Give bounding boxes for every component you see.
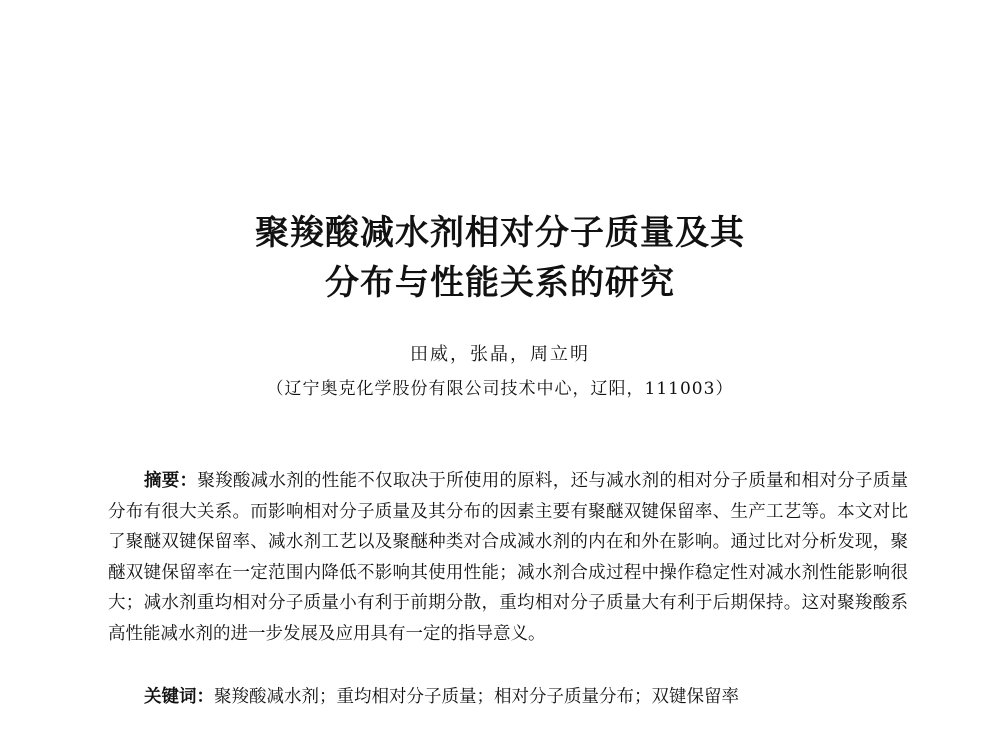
affiliation: （辽宁奥克化学股份有限公司技术中心，辽阳，111003） <box>266 379 734 399</box>
keywords-label: 关键词： <box>144 687 214 707</box>
author-list: 田威，张晶，周立明 <box>410 344 590 365</box>
keywords-line <box>144 682 904 712</box>
paper-title <box>0 208 1000 308</box>
abstract-label: 摘要： <box>144 471 198 491</box>
title-line-1: 聚羧酸减水剂相对分子质量及其 <box>255 213 745 253</box>
keywords-text: 聚羧酸减水剂；重均相对分子质量；相对分子质量分布；双键保留率 <box>214 687 739 707</box>
abstract-text: 聚羧酸减水剂的性能不仅取决于所使用的原料，还与减水剂的相对分子质量和相对分子质量分布有很大关系。而影响相对分子质量及其分布的因素主要有聚醚双键保留率、生产工艺等。本文对比了聚醚双键保留率、减水剂工艺以及聚醚种类对合成减水剂的内在和外在影响。通过比对分析发现，聚醚双键保留率在一定范围内降低不影响其使用性能；减水剂合成过程中操作稳定性对减水剂性能影响很大；减水剂重均相对分子质量小有利于前期分散，重均相对分子质量大有利于后期保持。这对聚羧酸系高性能减水剂的进一步发展及应用具有一定的指导意义。 <box>108 471 909 644</box>
title-line-2: 分布与性能关系的研究 <box>325 263 675 303</box>
abstract-paragraph <box>108 466 908 649</box>
